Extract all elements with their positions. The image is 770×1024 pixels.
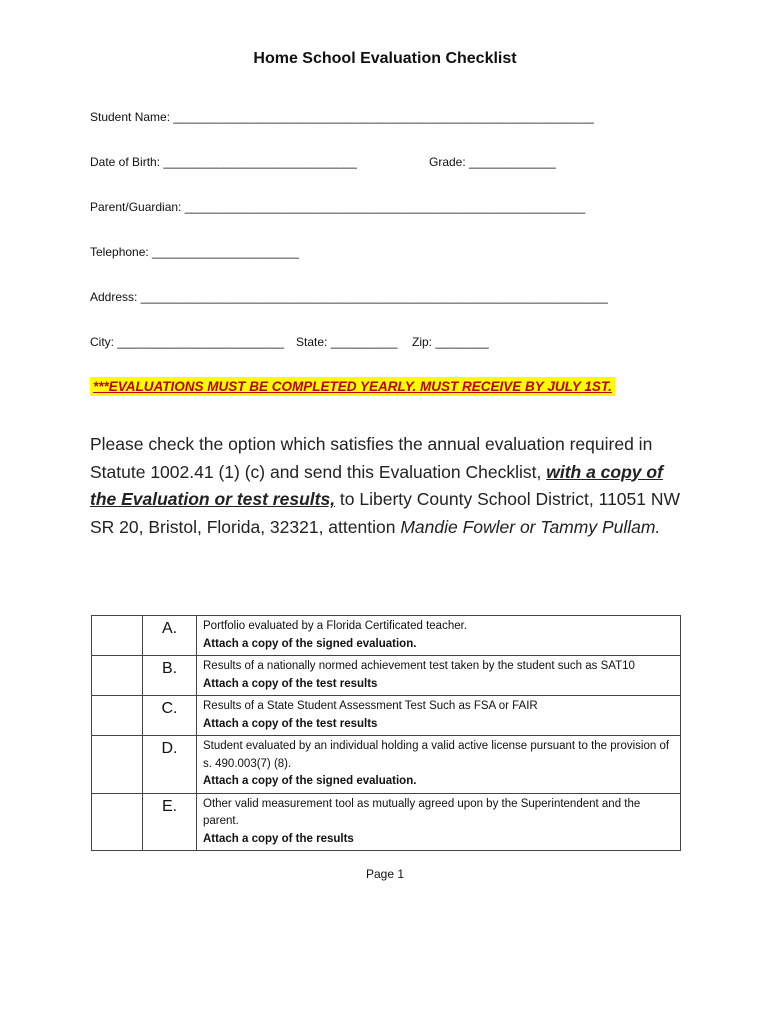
page-title: Home School Evaluation Checklist [253, 50, 517, 67]
option-text: Student evaluated by an individual holding a valid active license pursuant to the provision of s. 490.003(7) (8). [203, 740, 670, 770]
parent-guardian-field[interactable]: Parent/Guardian: ____________________________________________________________ [90, 200, 586, 214]
option-row-b [92, 656, 681, 696]
instructions-text: Please check the option which satisfies the annual evaluation required in Statute 1002.41 (1) (c) and send this Evaluation Checklist, [90, 434, 653, 482]
option-letter: E. [143, 793, 197, 851]
option-attach-note: Attach a copy of the test results [203, 677, 378, 690]
option-d-checkbox[interactable] [92, 736, 143, 794]
address-field[interactable]: Address: ______________________________________________________________________ [90, 290, 608, 304]
instructions-contacts: Mandie Fowler or Tammy Pullam. [400, 516, 661, 537]
option-description [197, 736, 681, 794]
option-attach-note: Attach a copy of the signed evaluation. [203, 637, 417, 650]
option-a-checkbox[interactable] [92, 616, 143, 656]
deadline-warning: ***EVALUATIONS MUST BE COMPLETED YEARLY. MUST RECEIVE BY JULY 1ST. [90, 377, 615, 396]
option-text: Results of a State Student Assessment Test Such as FSA or FAIR [203, 700, 538, 712]
state-field[interactable]: State: __________ [296, 335, 398, 349]
option-attach-note: Attach a copy of the test results [203, 717, 378, 730]
student-name-field[interactable]: Student Name: _______________________________________________________________ [90, 110, 594, 124]
option-row-e [92, 793, 681, 851]
option-b-checkbox[interactable] [92, 656, 143, 696]
option-description [197, 656, 681, 696]
option-attach-note: Attach a copy of the results [203, 832, 354, 845]
option-row-d [92, 736, 681, 794]
zip-field[interactable]: Zip: ________ [412, 335, 489, 349]
option-text: Other valid measurement tool as mutually agreed upon by the Superintendent and the parent. [203, 797, 641, 827]
option-description [197, 793, 681, 851]
option-attach-note: Attach a copy of the signed evaluation. [203, 775, 417, 787]
grade-field[interactable]: Grade: _____________ [429, 155, 556, 169]
instructions-address: to Liberty County School District, 11051 NW SR 20, Bristol, Florida, 32321, attention [90, 489, 681, 537]
option-letter: C. [143, 696, 197, 736]
option-letter: B. [143, 656, 197, 696]
date-of-birth-field[interactable]: Date of Birth: _____________________________ [90, 155, 357, 169]
page-number: Page 1 [365, 867, 405, 881]
option-description [197, 696, 681, 736]
option-description [197, 616, 681, 656]
instructions-emphasis: with a copy of the Evaluation or test results, [90, 461, 663, 509]
option-text: Results of a nationally normed achievement test taken by the student such as SAT10 [203, 660, 635, 672]
option-letter: D. [143, 736, 197, 794]
option-c-checkbox[interactable] [92, 696, 143, 736]
telephone-field[interactable]: Telephone: ______________________ [90, 245, 299, 259]
option-letter: A. [143, 616, 197, 656]
option-text: Portfolio evaluated by a Florida Certificated teacher. [203, 620, 468, 632]
option-row-a [92, 616, 681, 656]
option-e-checkbox[interactable] [92, 793, 143, 851]
option-row-c [92, 696, 681, 736]
instructions-paragraph [90, 431, 690, 541]
evaluation-options-table [91, 615, 681, 851]
city-field[interactable]: City: _________________________ [90, 335, 285, 349]
